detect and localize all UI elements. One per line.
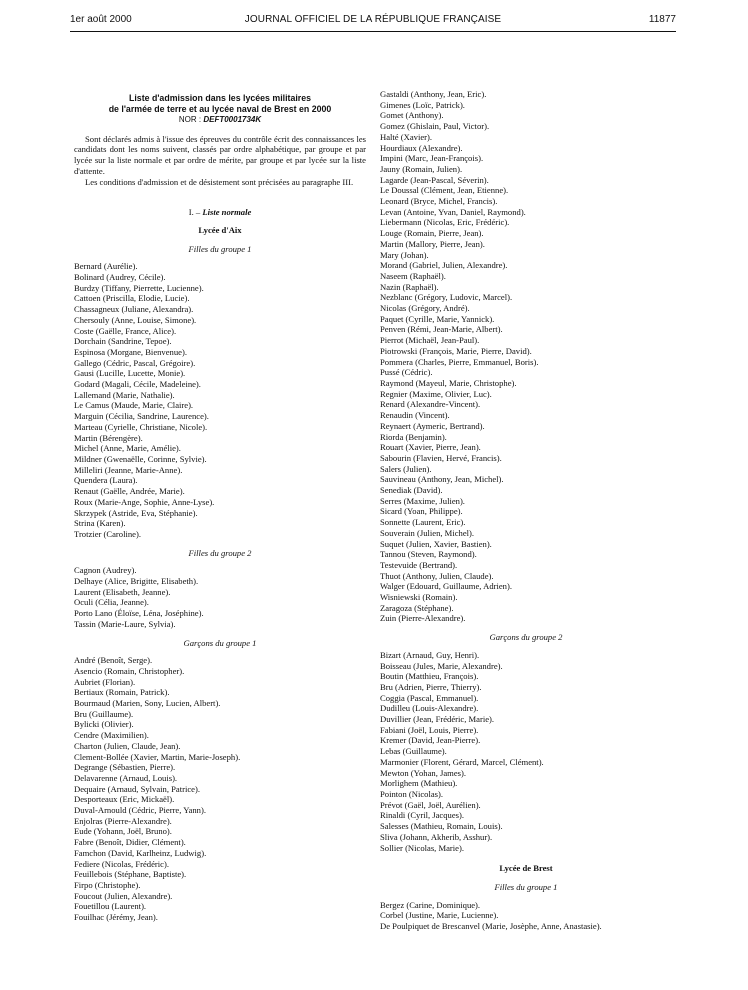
list-item: Riorda (Benjamin). — [380, 431, 447, 442]
header-rule — [70, 31, 676, 32]
document-title — [74, 93, 366, 114]
list-item: Quendera (Laura). — [74, 475, 138, 486]
list-item: Renaudin (Vincent). — [380, 410, 450, 421]
list-item: Rouart (Xavier, Pierre, Jean). — [380, 442, 481, 453]
title-line-2: de l'armée de terre et au lycée naval de Brest en 2000 — [108, 103, 332, 114]
list-item: Bru (Guillaume). — [74, 708, 134, 719]
list-item: Firpo (Christophe). — [74, 880, 141, 890]
list-item: Porto Lano (Éloïse, Léna, Joséphine). — [74, 608, 204, 619]
list-item: Suquet (Julien, Xavier, Bastien). — [380, 538, 492, 549]
nor-label: NOR : — [178, 115, 202, 124]
list-item: Jauny (Romain, Julien). — [380, 163, 463, 174]
list-item: Asencio (Romain, Christopher). — [74, 665, 185, 676]
list-item: Rinaldi (Cyril, Jacques). — [380, 810, 465, 821]
list-item: Salers (Julien). — [380, 463, 432, 474]
list-item: Reynaert (Aymeric, Bertrand). — [380, 420, 485, 431]
list-item: Chassagneux (Juliane, Alexandra). — [74, 304, 194, 315]
list-item: Nazin (Raphaël). — [380, 281, 439, 292]
list-item: Renard (Alexandre-Vincent). — [380, 399, 481, 410]
list-item: Hourdiaux (Alexandre). — [380, 142, 463, 153]
lycee-heading-aix: Lycée d'Aix — [198, 224, 242, 235]
group-heading-aix-filles-2: Filles du groupe 2 — [188, 547, 252, 558]
list-item: Bizart (Arnaud, Guy, Henri). — [380, 649, 480, 660]
list-item: Fouetillou (Laurent). — [74, 901, 147, 912]
left-column — [74, 93, 366, 923]
list-item: Martin (Mallory, Pierre, Jean). — [380, 238, 485, 249]
list-item: Fabre (Benoît, Didier, Clément). — [74, 837, 186, 848]
nor-reference — [74, 115, 366, 126]
list-item: Nezblanc (Grégory, Ludovic, Marcel). — [380, 292, 513, 303]
list-item: Milleliri (Jeanne, Marie-Anne). — [74, 464, 183, 475]
list-item: Pommera (Charles, Pierre, Emmanuel, Boris). — [380, 356, 539, 367]
list-item: Gausi (Lucille, Lucette, Monie). — [74, 368, 186, 379]
list-item: Corbel (Justine, Marie, Lucienne). — [380, 910, 499, 921]
list-item: Mary (Johan). — [380, 249, 429, 260]
list-item: Feuillebois (Stéphane, Baptiste). — [74, 869, 187, 880]
page-header — [70, 14, 676, 30]
list-item: Bernard (Aurélie). — [74, 261, 138, 272]
list-item: Walger (Edouard, Guillaume, Adrien). — [380, 581, 512, 592]
list-item: Levan (Antoine, Yvan, Daniel, Raymond). — [380, 206, 526, 217]
list-item: Clement-Bollée (Xavier, Martin, Marie-Joseph). — [74, 751, 241, 762]
list-item: Marteau (Cyrielle, Christiane, Nicole). — [74, 421, 208, 432]
list-item: Skrzypek (Astride, Eva, Stéphanie). — [74, 507, 198, 518]
list-item: Martin (Bérengère). — [74, 432, 143, 443]
title-line-1: Liste d'admission dans les lycées militaires — [128, 93, 312, 103]
list-item: Marguin (Cécilia, Sandrine, Laurence). — [74, 411, 209, 422]
list-item: Godard (Magali, Cécile, Madeleine). — [74, 379, 201, 390]
list-item: Zaragoza (Stéphane). — [380, 602, 454, 613]
list-item: Paquet (Cyrille, Marie, Yannick). — [380, 313, 495, 324]
list-item: Roux (Marie-Ange, Sophie, Anne-Lyse). — [74, 496, 215, 507]
list-item: Kremer (David, Jean-Pierre). — [380, 735, 481, 746]
list-item: Bourmaud (Marien, Sony, Lucien, Albert). — [74, 698, 221, 709]
list-item: Foucout (Julien, Alexandre). — [74, 890, 173, 901]
list-item: Lallemand (Marie, Nathalie). — [74, 389, 175, 400]
list-item: Mildner (Gwenaëlle, Corinne, Sylvie). — [74, 453, 207, 464]
lycee-heading-brest: Lycée de Brest — [499, 863, 553, 874]
page-number: 11877 — [648, 14, 676, 25]
group-heading-aix-filles-1: Filles du groupe 1 — [188, 243, 252, 254]
list-brest-filles-1 — [380, 900, 672, 932]
list-item: Eude (Yohann, Joël, Bruno). — [74, 826, 172, 837]
list-item: Coggia (Pascal, Emmanuel). — [380, 692, 479, 703]
list-item: Degrange (Sébastien, Pierre). — [74, 762, 176, 773]
list-item: Michel (Anne, Marie, Amélie). — [74, 443, 181, 454]
list-aix-filles-1 — [74, 261, 366, 539]
list-item: Dequaire (Arnaud, Sylvain, Patrice). — [74, 783, 200, 794]
list-item: Enjolras (Pierre-Alexandre). — [74, 815, 172, 826]
list-item: Raymond (Mayeul, Marie, Christophe). — [380, 377, 517, 388]
group-heading-aix-garcons-2: Garçons du groupe 2 — [489, 632, 563, 643]
list-item: Le Camus (Maude, Marie, Claire). — [74, 400, 194, 411]
list-item: Cattoen (Priscilla, Elodie, Lucie). — [74, 293, 190, 304]
list-item: Charton (Julien, Claude, Jean). — [74, 740, 181, 751]
list-item: Pussé (Cédric). — [380, 367, 433, 378]
list-item: Prévot (Gaël, Joël, Aurélien). — [380, 799, 481, 810]
list-item: Naseem (Raphaël). — [380, 270, 446, 281]
list-item: Bolinard (Audrey, Cécile). — [74, 272, 166, 283]
list-item: Wisniewski (Romain). — [380, 592, 458, 603]
list-item: Le Doussal (Clément, Jean, Etienne). — [380, 185, 509, 196]
section-heading — [74, 207, 366, 218]
group-heading-brest-filles-1: Filles du groupe 1 — [494, 881, 558, 892]
list-item: Cagnon (Audrey). — [74, 565, 137, 576]
list-aix-garcons-2 — [380, 650, 672, 853]
list-item: Laurent (Elisabeth, Jeanne). — [74, 586, 171, 597]
list-item: Morlighem (Mathieu). — [380, 778, 458, 789]
list-item: Penven (Rémi, Jean-Marie, Albert). — [380, 324, 503, 335]
list-item: Sauvineau (Anthony, Jean, Michel). — [380, 474, 504, 485]
list-item: Fediere (Nicolas, Frédéric). — [74, 858, 169, 869]
list-item: Espinosa (Morgane, Bienvenue). — [74, 346, 187, 357]
list-item: Serres (Maxime, Julien). — [380, 495, 465, 506]
list-item: Duvillier (Jean, Frédéric, Marie). — [380, 714, 495, 725]
list-item: Gimenes (Loïc, Patrick). — [380, 99, 465, 110]
list-item: Impini (Marc, Jean-François). — [380, 153, 484, 164]
group-heading-aix-garcons-1: Garçons du groupe 1 — [183, 637, 257, 648]
list-item: Sicard (Yoan, Philippe). — [380, 506, 463, 517]
list-aix-garcons-1-part-1 — [74, 655, 366, 923]
list-item: Tassin (Marie-Laure, Sylvia). — [74, 618, 176, 629]
list-item: Delavarenne (Arnaud, Louis). — [74, 772, 178, 783]
nor-code: DEFT0001734K — [203, 115, 262, 124]
list-item: Dudilleu (Louis-Alexandre). — [380, 703, 479, 714]
list-aix-filles-2 — [74, 565, 366, 629]
list-item: Famchon (David, Karlheinz, Ludwig). — [74, 847, 207, 858]
list-item: Lagarde (Jean-Pascal, Séverin). — [380, 174, 489, 185]
list-item: Sliva (Johann, Akherib, Asshur). — [380, 831, 493, 842]
list-item: Leonard (Bryce, Michel, Francis). — [380, 196, 498, 207]
list-item: Testevuide (Bertrand). — [380, 559, 458, 570]
list-item: Piotrowski (François, Marie, Pierre, David). — [380, 345, 532, 356]
list-item: Bertiaux (Romain, Patrick). — [74, 687, 170, 698]
list-item: Cendre (Maximilien). — [74, 730, 149, 741]
list-item: Lebas (Guillaume). — [380, 746, 447, 757]
list-item: Gomez (Ghislain, Paul, Victor). — [380, 121, 490, 132]
list-item: Pointon (Nicolas). — [380, 789, 444, 799]
list-item: Trotzier (Caroline). — [74, 528, 141, 539]
list-item: Liebermann (Nicolas, Eric, Frédéric). — [380, 217, 510, 228]
list-item: Boutin (Matthieu, François). — [380, 671, 479, 682]
list-item: Souverain (Julien, Michel). — [380, 527, 475, 538]
list-item: Desporteaux (Eric, Mickaël). — [74, 794, 175, 805]
list-item: Delhaye (Alice, Brigitte, Elisabeth). — [74, 576, 199, 587]
list-item: Louge (Romain, Pierre, Jean). — [380, 228, 484, 239]
list-item: Fabiani (Joël, Louis, Pierre). — [380, 724, 479, 735]
list-item: Zuin (Pierre-Alexandre). — [380, 613, 466, 624]
list-item: Sonnette (Laurent, Eric). — [380, 517, 466, 528]
list-item: Boisseau (Jules, Marie, Alexandre). — [380, 660, 503, 671]
list-item: Salesses (Mathieu, Romain, Louis). — [380, 821, 503, 832]
list-item: Morand (Gabriel, Julien, Alexandre). — [380, 260, 508, 271]
intro-paragraph-2: Les conditions d'admission et de désistement sont précisées au paragraphe III. — [85, 176, 354, 187]
list-item: Oculi (Célia, Jeanne). — [74, 597, 149, 608]
list-item: Gallego (Cédric, Pascal, Grégoire). — [74, 357, 196, 368]
list-item: Strina (Karen). — [74, 518, 126, 529]
list-item: Bergez (Carine, Dominique). — [380, 899, 481, 910]
list-item: Duval-Arnould (Cédric, Pierre, Yann). — [74, 805, 206, 816]
intro-paragraph-1: Sont déclarés admis à l'issue des épreuves du contrôle écrit des connaissances les candidats dont les noms suivent, classés par ordre alphabétique, par groupe et par lycée sur la liste normale et par ordre de mérite, par groupe et par lycée sur la liste d'attente. — [74, 133, 366, 176]
list-item: De Poulpiquet de Brescanvel (Marie, Josèphe, Anne, Anastasie). — [380, 921, 602, 932]
list-item: Renaut (Gaëlle, Andrée, Marie). — [74, 486, 185, 497]
list-item: André (Benoît, Serge). — [74, 655, 153, 666]
list-item: Fouilhac (Jérémy, Jean). — [74, 912, 158, 923]
list-item: Chersouly (Anne, Louise, Simone). — [74, 314, 197, 325]
section-number: I. – — [188, 207, 201, 218]
list-item: Regnier (Maxime, Olivier, Luc). — [380, 388, 492, 399]
list-item: Bru (Adrien, Pierre, Thierry). — [380, 681, 482, 692]
list-item: Burdzy (Tiffany, Pierrette, Lucienne). — [74, 282, 204, 293]
list-item: Tannou (Steven, Raymond). — [380, 549, 477, 560]
section-label: Liste normale — [202, 207, 252, 218]
list-item: Gomet (Anthony). — [380, 110, 444, 121]
list-aix-garcons-1-part-2 — [380, 89, 672, 624]
right-column — [380, 89, 672, 932]
list-item: Aubriet (Florian). — [74, 676, 136, 687]
list-item: Sabourin (Flavien, Hervé, Francis). — [380, 452, 502, 463]
list-item: Senediak (David). — [380, 485, 443, 496]
list-item: Bylicki (Olivier). — [74, 719, 134, 730]
list-item: Halté (Xavier). — [380, 131, 433, 142]
list-item: Thuot (Anthony, Julien, Claude). — [380, 570, 494, 581]
list-item: Nicolas (Grégory, André). — [380, 303, 470, 314]
list-item: Coste (Gaëlle, France, Alice). — [74, 325, 177, 336]
list-item: Pierrot (Michaël, Jean-Paul). — [380, 335, 480, 346]
list-item: Gastaldi (Anthony, Jean, Eric). — [380, 89, 487, 99]
journal-title: JOURNAL OFFICIEL DE LA RÉPUBLIQUE FRANÇAISE — [244, 14, 502, 25]
list-item: Marmonier (Florent, Gérard, Marcel, Clément). — [380, 756, 544, 767]
list-item: Sollier (Nicolas, Marie). — [380, 842, 465, 853]
list-item: Mewton (Yohan, James). — [380, 767, 467, 778]
list-item: Dorchain (Sandrine, Tepoe). — [74, 336, 172, 347]
header-date: 1er août 2000 — [70, 14, 132, 25]
